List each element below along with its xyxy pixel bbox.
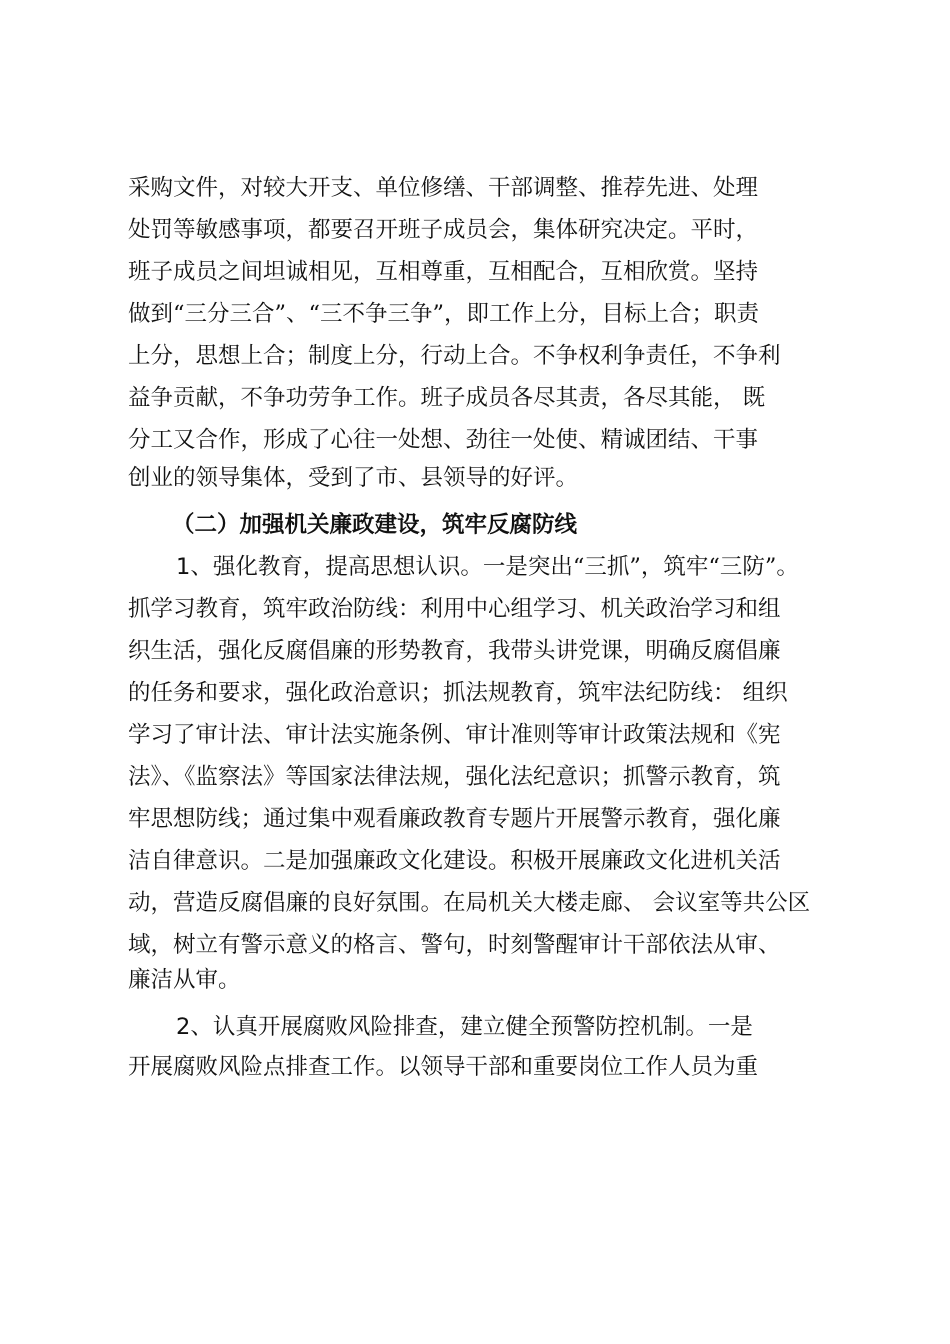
item1-first-line-rest: 一是突出“三抓”，筑牢“三防”。 xyxy=(482,554,799,580)
paragraph-line: 做到“三分三合”、“三不争三争”，即工作上分，目标上合；职责 xyxy=(128,301,760,327)
paragraph-line: 学习了审计法、审计法实施条例、审计准则等审计政策法规和《宪 xyxy=(128,722,781,748)
item2-first-line-rest: 一是 xyxy=(707,1014,753,1040)
item2-lead: 2、认真开展腐败风险排查，建立健全预警防控机制。 xyxy=(176,1014,708,1040)
item1-first-line xyxy=(176,552,856,582)
paragraph-line: 的任务和要求，强化政治意识；抓法规教育，筑牢法纪防线： 组织 xyxy=(128,680,788,706)
paragraph-line: 牢思想防线；通过集中观看廉政教育专题片开展警示教育，强化廉 xyxy=(128,806,781,832)
item1-lead: 1、强化教育，提高思想认识。 xyxy=(176,554,483,580)
item2-first-line xyxy=(176,1012,856,1042)
paragraph-line: 动，营造反腐倡廉的良好氛围。在局机关大楼走廊、 会议室等共公区 xyxy=(128,890,811,916)
paragraph-line: 班子成员之间坦诚相见，互相尊重，互相配合，互相欣赏。坚持 xyxy=(128,259,759,285)
paragraph-line: 益争贡献，不争功劳争工作。班子成员各尽其责，各尽其能， 既 xyxy=(128,385,766,411)
paragraph-line: 抓学习教育，筑牢政治防线：利用中心组学习、机关政治学习和组 xyxy=(128,596,781,622)
paragraph-line: 创业的领导集体，受到了市、县领导的好评。 xyxy=(128,465,579,491)
paragraph-line: 开展腐败风险点排查工作。以领导干部和重要岗位工作人员为重 xyxy=(128,1054,759,1080)
paragraph-line: 上分，思想上合；制度上分，行动上合。不争权利争责任，不争利 xyxy=(128,343,781,369)
paragraph-line: 洁自律意识。二是加强廉政文化建设。积极开展廉政文化进机关活 xyxy=(128,848,781,874)
paragraph-line: 采购文件，对较大开支、单位修缮、干部调整、推荐先进、处理 xyxy=(128,175,759,201)
paragraph-line: 分工又合作，形成了心往一处想、劲往一处使、精诚团结、干事 xyxy=(128,427,759,453)
paragraph-line: 域，树立有警示意义的格言、警句，时刻警醒审计干部依法从审、 xyxy=(128,932,781,958)
section-heading: （二）加强机关廉政建设，筑牢反腐防线 xyxy=(172,512,578,538)
paragraph-line: 织生活，强化反腐倡廉的形势教育，我带头讲党课，明确反腐倡廉 xyxy=(128,638,781,664)
paragraph-line: 法》、《监察法》等国家法律法规，强化法纪意识；抓警示教育，筑 xyxy=(128,764,781,790)
paragraph-line: 处罚等敏感事项，都要召开班子成员会，集体研究决定。平时， xyxy=(128,217,759,243)
paragraph-line: 廉洁从审。 xyxy=(128,967,241,993)
